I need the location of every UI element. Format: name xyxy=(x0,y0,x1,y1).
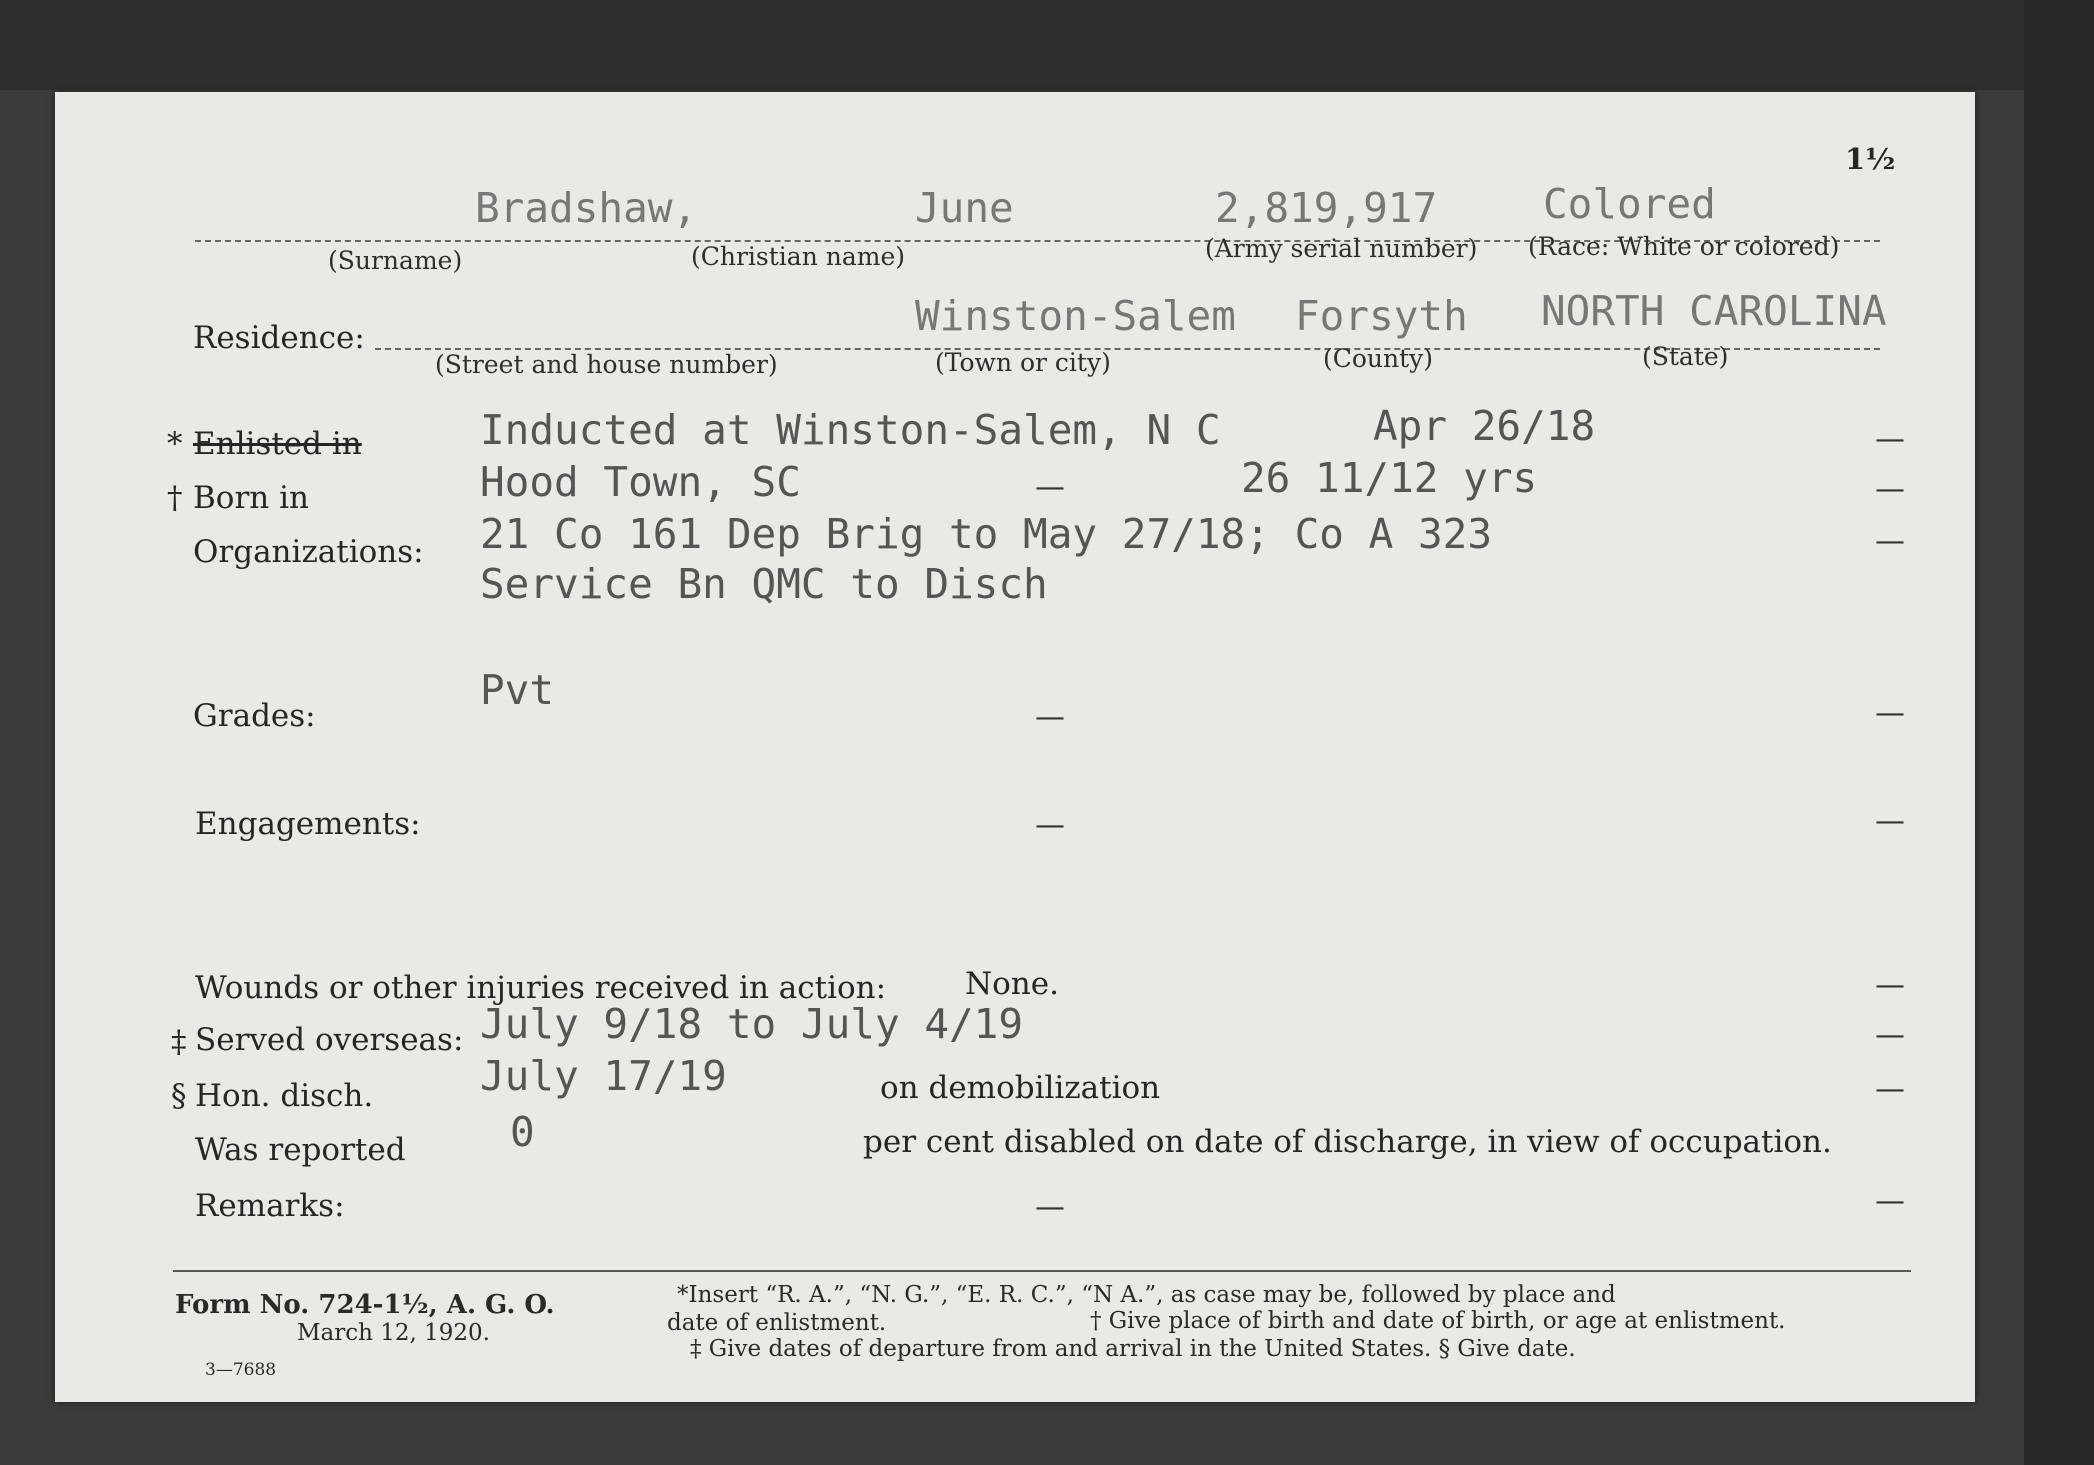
enlisted-date: Apr 26/18 xyxy=(1373,402,1596,450)
footnote-3: ‡ Give dates of departure from and arrival in the United States. § Give date. xyxy=(690,1336,1576,1362)
christian-name-caption: (Christian name) xyxy=(691,242,906,271)
overseas-end-dash: — xyxy=(1875,1018,1905,1053)
residence-town-value: Winston-Salem xyxy=(915,292,1236,340)
organizations-line-1: 21 Co 161 Dep Brig to May 27/18; Co A 323 xyxy=(480,510,1493,558)
residence-label: Residence: xyxy=(193,320,365,356)
footnote-1: *Insert “R. A.”, “N. G.”, “E. R. C.”, “N A.”, as case may be, followed by place and xyxy=(677,1282,1616,1308)
organizations-line-2: Service Bn QMC to Disch xyxy=(480,560,1048,608)
hon-disch-note: on demobilization xyxy=(880,1070,1161,1106)
form-date: March 12, 1920. xyxy=(297,1320,490,1346)
service-record-card xyxy=(55,92,1975,1402)
born-age-value: 26 11/12 yrs xyxy=(1241,454,1538,502)
enlisted-label: Enlisted in xyxy=(193,426,362,462)
wounds-end-dash: — xyxy=(1875,968,1905,1003)
surname-value: Bradshaw, xyxy=(475,184,698,232)
state-caption: (State) xyxy=(1642,342,1729,371)
county-caption: (County) xyxy=(1323,344,1434,373)
footnote-2a: date of enlistment. xyxy=(667,1310,887,1336)
print-code: 3—7688 xyxy=(205,1360,277,1380)
hon-disch-value: July 17/19 xyxy=(480,1052,727,1100)
overseas-label: Served overseas: xyxy=(195,1022,464,1058)
serial-number-value: 2,819,917 xyxy=(1215,184,1438,232)
scan-background-top xyxy=(0,0,2094,90)
disability-note: per cent disabled on date of discharge, in view of occupation. xyxy=(863,1124,1832,1160)
serial-number-caption: (Army serial number) xyxy=(1205,234,1478,263)
surname-caption: (Surname) xyxy=(328,246,463,275)
enlisted-end-dash: — xyxy=(1875,422,1905,457)
remarks-label: Remarks: xyxy=(195,1188,345,1224)
enlisted-mark: * xyxy=(167,426,183,462)
form-number: Form No. 724-1½, A. G. O. xyxy=(175,1290,555,1320)
race-value: Colored xyxy=(1543,180,1716,228)
engagements-label: Engagements: xyxy=(195,806,421,842)
remarks-end-dash: — xyxy=(1875,1184,1905,1219)
grades-end-dash: — xyxy=(1875,696,1905,731)
town-caption: (Town or city) xyxy=(935,348,1111,377)
grades-mid-dash: — xyxy=(1035,700,1065,735)
residence-county-value: Forsyth xyxy=(1295,292,1468,340)
hon-disch-label: Hon. disch. xyxy=(195,1078,374,1114)
enlisted-value: Inducted at Winston-Salem, N C xyxy=(480,406,1221,454)
was-reported-label: Was reported xyxy=(195,1132,406,1168)
remarks-mid-dash: — xyxy=(1035,1190,1065,1225)
hon-disch-mark: § xyxy=(171,1078,187,1114)
wounds-label: Wounds or other injuries received in action: xyxy=(195,970,887,1006)
overseas-mark: ‡ xyxy=(171,1024,187,1060)
hon-disch-end-dash: — xyxy=(1875,1072,1905,1107)
scan-background-right xyxy=(2024,0,2094,1465)
christian-name-value: June xyxy=(915,184,1014,232)
grades-value: Pvt xyxy=(480,666,555,714)
wounds-value: None. xyxy=(965,966,1059,1002)
organizations-label: Organizations: xyxy=(193,534,424,570)
footnote-2b: † Give place of birth and date of birth, or age at enlistment. xyxy=(1090,1308,1786,1334)
born-end-dash: — xyxy=(1875,472,1905,507)
born-mid-dash: — xyxy=(1035,470,1065,505)
born-label: Born in xyxy=(193,480,309,516)
organizations-end-dash: — xyxy=(1875,524,1905,559)
grades-label: Grades: xyxy=(193,698,316,734)
overseas-value: July 9/18 to July 4/19 xyxy=(480,1000,1024,1048)
street-caption: (Street and house number) xyxy=(435,350,778,379)
engagements-mid-dash: — xyxy=(1035,808,1065,843)
race-caption: (Race: White or colored) xyxy=(1528,232,1840,261)
corner-mark: 1½ xyxy=(1845,142,1896,176)
footer-rule xyxy=(173,1270,1911,1272)
engagements-end-dash: — xyxy=(1875,804,1905,839)
disability-percent-value: 0 xyxy=(510,1108,535,1156)
born-mark: † xyxy=(167,480,183,516)
born-place-value: Hood Town, SC xyxy=(480,458,801,506)
residence-state-value: NORTH CAROLINA xyxy=(1541,287,1887,335)
